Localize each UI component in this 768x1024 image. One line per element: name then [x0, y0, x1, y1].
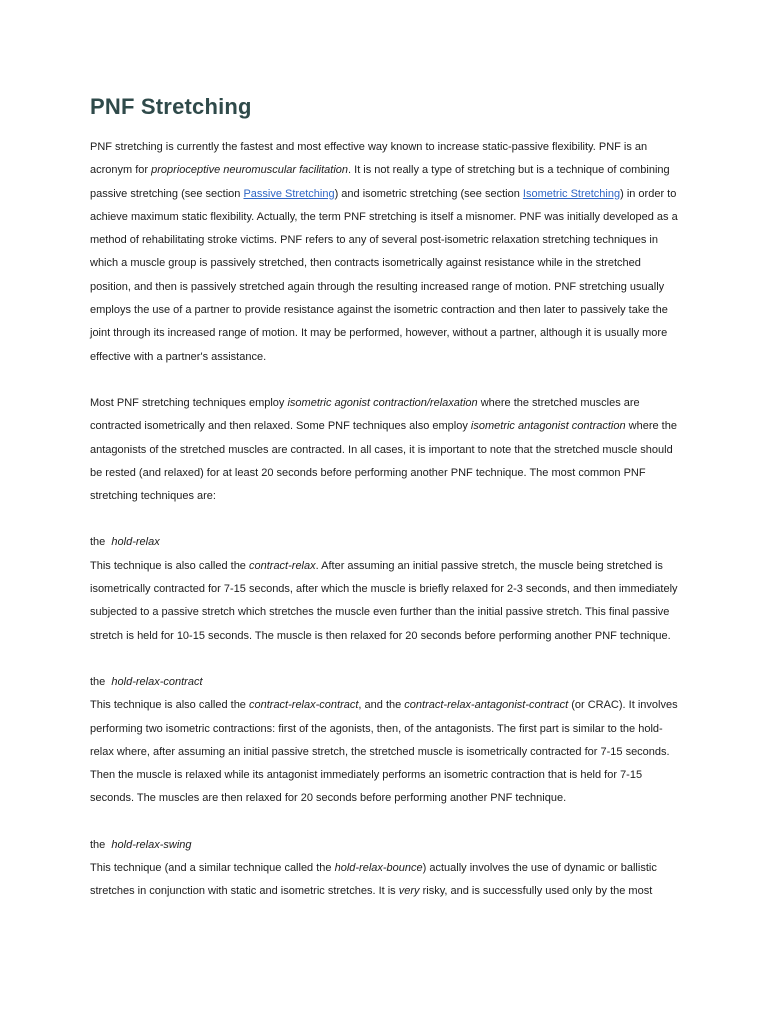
intro-paragraph — [90, 136, 682, 369]
hold-relax-contract-heading — [90, 671, 682, 694]
hold-relax-contract-text-3: (or CRAC). It involves performing two isometric contractions: first of the agonists, then, of the antagonists. The first part is similar to the hold-relax where, after assuming an initial passive stretch, the stretched muscle is isometrically contracted for 7-15 seconds. Then the muscle is relaxed while its antagonist immediately performs an isometric contraction that is held for 7-15 seconds. The muscles are then relaxed for 20 seconds before performing another PNF technique. — [90, 699, 678, 805]
hold-relax-heading-term: hold-relax — [111, 536, 160, 549]
page-title: PNF Stretching — [90, 94, 252, 119]
hold-relax-swing-emphasis-2: very — [398, 885, 420, 898]
hold-relax-swing-text-2: ) actually involves the use of dynamic or ballistic stretches in conjunction with static and isometric stretches. It is — [90, 862, 657, 898]
hold-relax-swing-heading — [90, 834, 682, 857]
hold-relax-swing-emphasis-1: hold-relax-bounce — [334, 862, 423, 875]
hold-relax-swing-heading-term: hold-relax-swing — [111, 838, 192, 851]
hold-relax-contract-emphasis-1: contract-relax-contract — [248, 699, 359, 712]
hold-relax-swing-heading-prefix: the — [90, 838, 112, 851]
hold-relax-text-2: . After assuming an initial passive stretch, the muscle being stretched is isometrically contracted for 7-15 seconds, after which the muscle is briefly relaxed for 2-3 seconds, and then immediately subjected to a passive stretch which stretches the muscle even further than the initial passive stretch. This final passive stretch is held for 10-15 seconds. The muscle is then relaxed for 20 seconds before performing another PNF technique. — [90, 559, 678, 642]
passive-stretching-link[interactable]: Passive Stretching — [243, 187, 335, 200]
paragraph-spacer — [90, 508, 682, 531]
techniques-text-3: where the antagonists of the stretched muscles are contracted. In all cases, it is important to note that the stretched muscle should be rested (and relaxed) for at least 20 seconds before performing another PNF technique. The most common PNF stretching techniques are: — [90, 420, 677, 503]
hold-relax-contract-emphasis-2: contract-relax-antagonist-contract — [404, 699, 569, 712]
intro-text-1: PNF stretching is currently the fastest and most effective way known to increase static-passive flexibility. PNF is an acronym for — [90, 141, 648, 177]
techniques-emphasis-1: isometric agonist contraction/relaxation — [287, 396, 478, 409]
hold-relax-text-1: This technique is also called the — [90, 559, 249, 572]
techniques-text-1: Most PNF stretching techniques employ — [90, 396, 288, 409]
hold-relax-swing-text-1: This technique (and a similar technique called the — [90, 862, 335, 875]
intro-text-3: ) and isometric stretching (see section — [334, 187, 523, 200]
hold-relax-contract-text-2: , and the — [358, 699, 405, 712]
techniques-paragraph — [90, 392, 682, 508]
paragraph-spacer — [90, 811, 682, 834]
hold-relax-emphasis: contract-relax — [248, 559, 316, 572]
hold-relax-heading-prefix: the — [90, 536, 112, 549]
hold-relax-contract-text-1: This technique is also called the — [90, 699, 249, 712]
techniques-emphasis-2: isometric antagonist contraction — [470, 420, 626, 433]
techniques-text-2: where the stretched muscles are contracted isometrically and then relaxed. Some PNF techniques also employ — [90, 396, 640, 433]
hold-relax-heading — [90, 531, 682, 554]
intro-text-2: . It is not really a type of stretching but is a technique of combining passive stretching (see section — [90, 164, 670, 200]
hold-relax-swing-text-3: risky, and is successfully used only by the most — [419, 885, 653, 898]
document-page — [90, 94, 682, 904]
hold-relax-contract-heading-prefix: the — [90, 675, 112, 688]
isometric-stretching-link[interactable]: Isometric Stretching — [522, 187, 621, 200]
intro-emphasis: proprioceptive neuromuscular facilitation — [151, 164, 349, 177]
hold-relax-contract-paragraph — [90, 694, 682, 810]
hold-relax-contract-heading-term: hold-relax-contract — [111, 675, 203, 688]
hold-relax-swing-paragraph — [90, 857, 682, 904]
intro-text-4: ) in order to achieve maximum static flexibility. Actually, the term PNF stretching is itself a misnomer. PNF was initially developed as a method of rehabilitating stroke victims. PNF refers to any of several post-isometric relaxation stretching techniques in which a muscle group is passively stretched, then contracts isometrically against resistance while in the stretched position, and then is passively stretched again through the resulting increased range of motion. PNF stretching usually employs the use of a partner to provide resistance against the isometric contraction and then later to passively take the joint through its increased range of motion. It may be performed, however, without a partner, although it is usually more effective with a partner's assistance. — [90, 187, 678, 363]
paragraph-spacer — [90, 648, 682, 671]
paragraph-spacer — [90, 369, 682, 392]
hold-relax-paragraph — [90, 555, 682, 648]
